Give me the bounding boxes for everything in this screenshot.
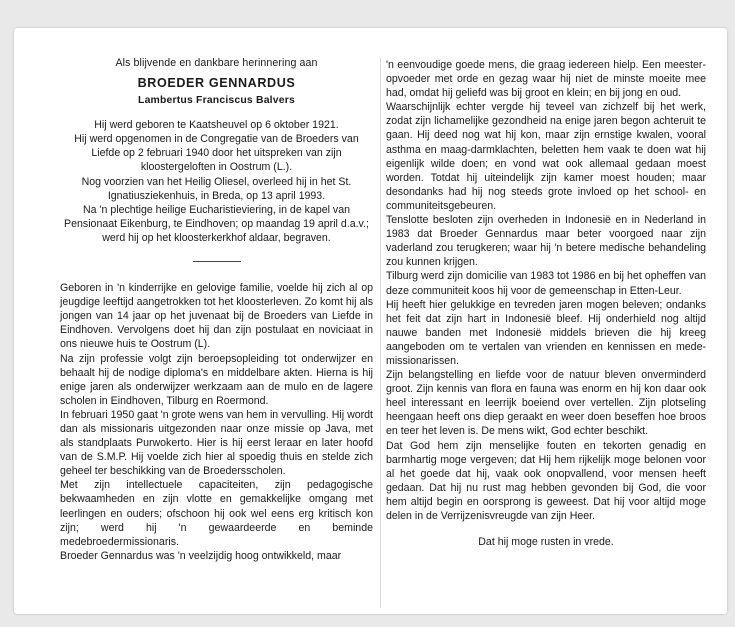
biography-paragraph: Zijn belangstelling en liefde voor de natuur bleven onverminderd groot. Zijn kennis van flora en fauna was enorm en hij kon daar ook heel interessant en leerrijk boeiend over vertellen. Zijn plotseling heengaan heeft ons diep geraakt en weer doen beseffen hoe broos en teer het leven is. De mens wikt, God echter beschikt.	[386, 369, 706, 438]
biographical-intro	[60, 118, 373, 245]
biography-paragraph: Hij heeft hier gelukkige en tevreden jaren mogen beleven; ondanks het feit dat zijn hart in Indonesië bleef. Hij onderhield nog altijd nauwe banden met Indonesië middels brieven die hij kreeg aangeboden om te vertalen van vrienden en kennissen en mede-missionarissen.	[386, 298, 706, 367]
left-panel	[60, 56, 373, 563]
biography-paragraph: Broeder Gennardus was 'n veelzijdig hoog ontwikkeld, maar	[60, 549, 342, 562]
section-divider	[193, 261, 241, 262]
intro-death: Nog voorzien van het Heilig Oliesel, overleed hij in het St. Ignatiusziekenhuis, in Breda, op 13 april 1993.	[81, 175, 352, 202]
memorial-card	[14, 28, 727, 614]
deceased-name: BROEDER GENNARDUS	[137, 76, 296, 91]
biography-paragraph: In februari 1950 gaat 'n grote wens van hem in vervulling. Hij wordt dan als missionaris uitgezonden naar onze missie op Java, met als standplaats Purwokerto. Hier is hij eerst leraar en later hoofd van de S.M.P. Hij voelde zich hier al spoedig thuis en stelde zich geheel ter beschikking van de Broedersscholen.	[60, 408, 373, 478]
biography-paragraph: Met zijn intellectuele capaciteiten, zijn pedagogische bekwaamheden en zijn vlotte en gemakkelijke omgang met leerlingen en ouders; ofschoon hij ook wel eens erg kritisch kon zijn; werd hij 'n gewaardeerde en beminde medebroedermissionaris.	[60, 479, 373, 548]
closing-prayer: Dat hij moge rusten in vrede.	[478, 536, 614, 549]
card-fold-line	[380, 58, 381, 608]
intro-profession: Hij werd opgenomen in de Congregatie van de Broeders van Liefde op 2 februari 1940 door het uitspreken van zijn kloostergeloften in Oostrum (L.).	[74, 133, 359, 174]
biography-paragraph: Na zijn professie volgt zijn beroepsopleiding tot onderwijzer en behaalt hij de nodige diploma's en middelbare akten. Hierna is hij enige jaren als onderwijzer werkzaam aan de mulo en de lagere scholen in Eindhoven, Tilburg en Roermond.	[60, 352, 373, 407]
biography-paragraph: Tenslotte besloten zijn overheden in Indonesië en in Nederland in 1983 dat Broeder Gennardus maar beter voorgoed naar zijn vaderland zou terugkeren; waar hij 'n betere medische behandeling zou kunnen krijgen.	[386, 214, 706, 269]
biography-paragraph: 'n eenvoudige goede mens, die graag iedereen hielp. Een meester-opvoeder met orde en gezag waar hij niet de minste moeite mee had, omdat hij geliefd was bij groot en klein; en bij jong en oud.	[386, 59, 706, 100]
right-panel	[386, 58, 706, 549]
biography-paragraph: Tilburg werd zijn domicilie van 1983 tot 1986 en bij het opheffen van deze communiteit koos hij voor de gemeenschap in Etten-Leur.	[386, 270, 706, 297]
biography-paragraph: Waarschijnlijk echter vergde hij teveel van zichzelf bij het werk, zodat zijn lichamelijke gezondheid na enige jaren begon achteruit te gaan. Hij deed nog wat hij kon, maar zijn ernstige kwalen, vooral asthma en maag-darmklachten, beletten hem vaak te doen wat hij eigenlijk wilde doen; en vond wat ook allemaal gedaan moest worden. Totdat hij uiteindelijk zijn kamer moest houden; maar desondanks had hij nog steeds grote invloed op het school- en communiteitsgebeuren.	[386, 101, 706, 212]
intro-birth: Hij werd geboren te Kaatsheuvel op 6 oktober 1921.	[94, 119, 339, 132]
dedication-text: Als blijvende en dankbare herinnering aan	[115, 57, 318, 69]
deceased-full-name: Lambertus Franciscus Balvers	[138, 95, 295, 107]
biography-paragraph: Dat God hem zijn menselijke fouten en tekorten genadig en barmhartig moge vergeven; dat Hij hem rijkelijk moge belonen voor al het goede dat hij, vaak ook onopvallend, voor mensen heeft gedaan. Dat hij nu rust mag hebben gevonden bij God, die voor hem altijd begin en oorsprong is geweest. Dat hij voor altijd moge delen in de Verrijzenisvreugde van zijn Heer.	[386, 439, 706, 522]
biography-paragraph: Geboren in 'n kinderrijke en gelovige familie, voelde hij zich al op jeugdige leeftijd aangetrokken tot het kloosterleven. Zo komt hij als jongen van 14 jaar op het juvenaat bij de Broeders van Liefde in Eindhoven. Vervolgens doet hij dan zijn postulaat en noviciaat in ons nieuwe huis te Oostrum (L).	[60, 282, 373, 351]
intro-funeral: Na 'n plechtige heilige Eucharistieviering, in de kapel van Pensionaat Eikenburg, te Eindhoven; op maandag 19 april d.a.v.; werd hij op het kloosterkerkhof aldaar, begraven.	[64, 203, 369, 244]
